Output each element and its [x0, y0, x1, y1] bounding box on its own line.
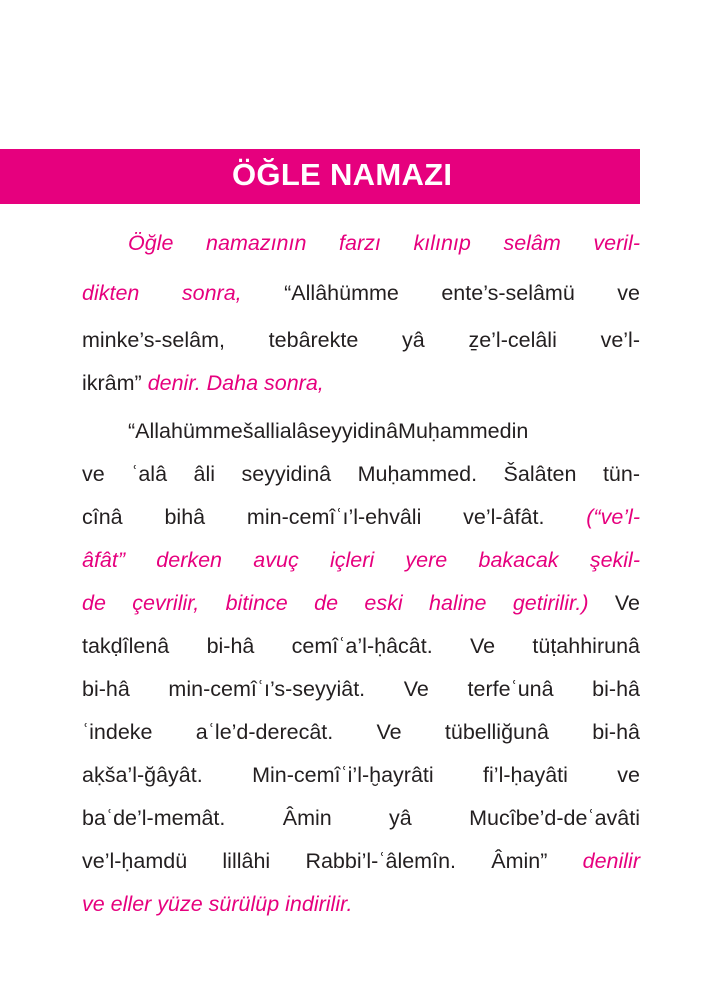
line-segment: ve ʿalâ âli seyyidinâ Muḥammed. Šalâten tün- — [82, 462, 640, 486]
text-line — [82, 847, 640, 875]
text-line — [82, 804, 640, 832]
line-segment: de çevrilir, bitince de eski haline getirilir.) — [82, 591, 615, 615]
line-segment: takḍîlenâ bi-hâ cemîʿa’l-ḥâcât. Ve tüṭahhirunâ — [82, 634, 640, 658]
text-line — [82, 503, 640, 531]
text-line — [82, 326, 640, 354]
line-segment: denilir — [582, 849, 640, 873]
line-segment: ve’l-ḥamdü lillâhi Rabbi’l-ʿâlemîn. Âmin” — [82, 849, 583, 873]
text-line — [82, 546, 640, 574]
line-segment: denir. Daha sonra, — [147, 371, 324, 395]
text-line — [82, 369, 640, 397]
text-line — [82, 589, 640, 617]
line-segment: ve eller yüze sürülüp indirilir. — [82, 892, 353, 916]
line-segment: aḳša’l-ğâyât. Min-cemîʿi’l-ḫayrâti fi’l-ḥayâti ve — [82, 763, 640, 787]
line-segment: “Allâhümme ente’s-selâmü ve — [284, 281, 641, 305]
text-line — [82, 279, 640, 307]
text-line — [82, 675, 640, 703]
text-line — [82, 460, 640, 488]
line-segment: (“ve’l- — [586, 505, 640, 529]
text-line — [82, 632, 640, 660]
page-title: ÖĞLE NAMAZI — [232, 157, 453, 192]
line-segment: baʿde’l-memât. Âmin yâ Mucîbe’d-deʿavâti — [82, 806, 640, 830]
line-segment: Öğle namazının farzı kılınıp selâm veril- — [128, 231, 640, 255]
line-segment: cînâ bihâ min-cemîʿı’l-ehvâli ve’l-âfât. — [82, 505, 587, 529]
line-segment: “AllahümmešallialâseyyidinâMuḥammedin — [128, 419, 529, 443]
text-line — [82, 718, 640, 746]
line-segment: âfât” derken avuç içleri yere bakacak şekil- — [82, 548, 640, 572]
line-segment: ʿindeke aʿle’d-derecât. Ve tübelliğunâ bi-hâ — [82, 720, 640, 744]
line-segment: Ve — [614, 591, 640, 615]
line-segment: dikten sonra, — [82, 281, 285, 305]
line-segment: bi-hâ min-cemîʿı’s-seyyiât. Ve terfeʿunâ bi-hâ — [82, 677, 640, 701]
text-line — [128, 417, 640, 445]
line-segment: minke’s-selâm, tebârekte yâ ẕe’l-celâli ve’l- — [82, 328, 640, 352]
text-line — [128, 229, 640, 257]
line-segment: ikrâm” — [82, 371, 148, 395]
text-line — [82, 890, 640, 918]
text-line — [82, 761, 640, 789]
